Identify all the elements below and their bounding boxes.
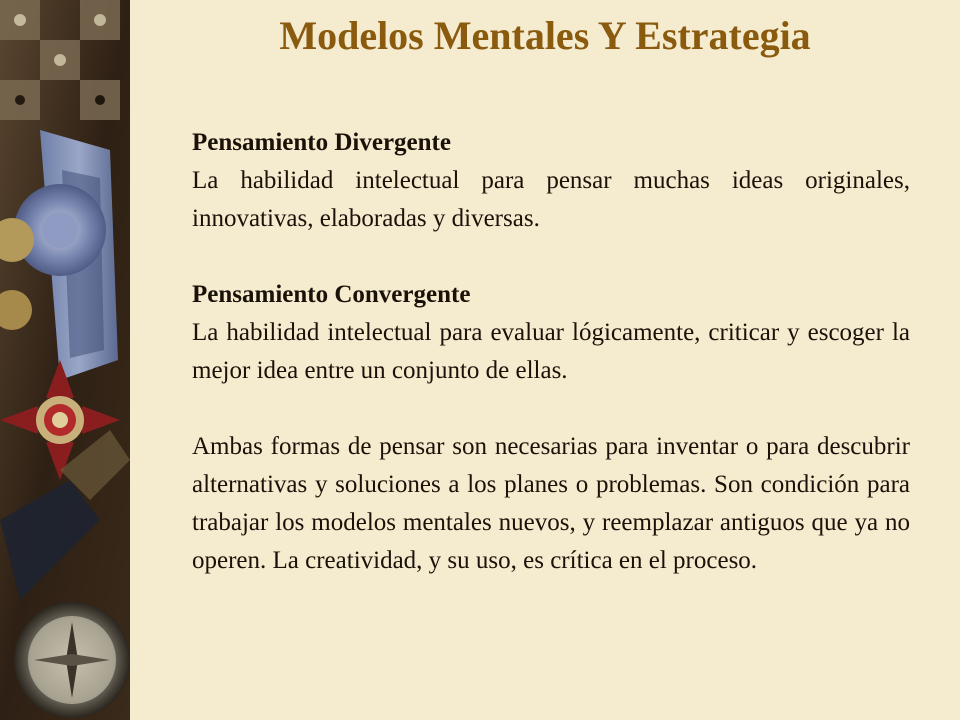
section-convergent <box>192 276 910 390</box>
section-heading: Pensamiento Divergente <box>192 129 451 156</box>
section-divergent <box>192 124 910 238</box>
section-heading: Pensamiento Convergente <box>192 281 471 308</box>
section-body: La habilidad intelectual para pensar muchas ideas originales, innovativas, elaboradas y diversas. <box>192 167 910 232</box>
decorative-medal-image <box>0 0 130 720</box>
section-body: La habilidad intelectual para evaluar lógicamente, criticar y escoger la mejor idea entre un conjunto de ellas. <box>192 319 910 384</box>
slide-content <box>192 124 910 580</box>
summary-paragraph: Ambas formas de pensar son necesarias para inventar o para descubrir alternativas y soluciones a los planes o problemas. Son condición para trabajar los modelos mentales nuevos, y reemplazar antiguos que ya no operen. La creatividad, y su uso, es crítica en el proceso. <box>192 433 910 574</box>
slide-title: Modelos Mentales Y Estrategia <box>279 13 811 58</box>
